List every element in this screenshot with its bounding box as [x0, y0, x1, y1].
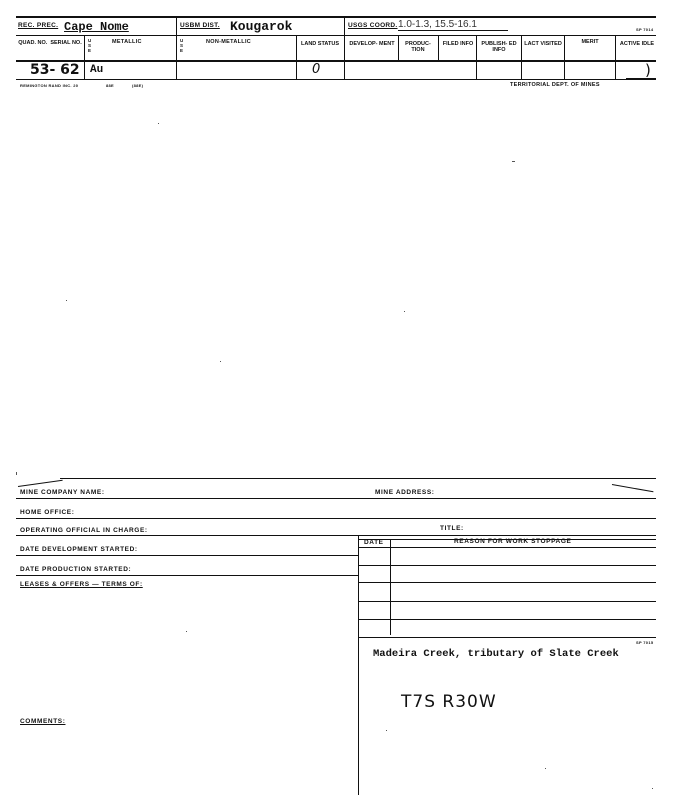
line-reason-head — [358, 547, 656, 548]
row-quad-serial: 53- 62 — [30, 62, 80, 78]
col-quad-serial — [18, 40, 82, 46]
mine-address-label: MINE ADDRESS: — [375, 489, 435, 496]
mine-company-name-label: MINE COMPANY NAME: — [20, 489, 105, 496]
township-range: T7S R30W — [401, 692, 497, 712]
date-production-label: DATE PRODUCTION STARTED: — [20, 566, 132, 573]
date-development-label: DATE DEVELOPMENT STARTED: — [20, 546, 138, 553]
col-div-6 — [521, 36, 522, 79]
stoppage-row-1 — [358, 565, 656, 566]
scan-speck — [186, 631, 187, 632]
comments-label: COMMENTS: — [20, 718, 66, 725]
line-3 — [16, 535, 656, 536]
col-active-idle: ACTIVE IDLE — [619, 41, 655, 47]
scan-speck — [512, 161, 515, 162]
title-label: TITLE: — [440, 525, 464, 532]
scan-speck — [404, 311, 405, 312]
col-development: DEVELOP- MENT — [349, 41, 395, 47]
line-1 — [16, 498, 656, 499]
col-last-visited: LACT VISITED — [524, 41, 562, 47]
scan-speck — [16, 472, 17, 475]
scan-speck — [386, 730, 387, 731]
printer-note: REMINGTON RAND INC. 20 — [20, 83, 79, 88]
center-divider — [358, 535, 359, 795]
stoppage-row-2 — [358, 582, 656, 583]
rec-prec-label: REC. PREC. — [18, 22, 59, 29]
divider-usbm — [176, 18, 177, 79]
scan-speck — [220, 361, 221, 362]
col-div-1 — [84, 36, 85, 79]
usgs-coord-label: USGS COORD. — [348, 22, 398, 29]
curl-stroke-right — [612, 484, 654, 492]
row-metallic: Au — [90, 64, 104, 76]
header-divider — [16, 35, 656, 36]
col-use-metallic: U S E — [88, 38, 92, 53]
usbm-dist-value: Kougarok — [230, 19, 293, 34]
printer-code-2: (88E) — [132, 83, 144, 88]
col-published-info: PUBLISH- ED INFO — [481, 41, 517, 53]
row-active-idle-mark: ) — [645, 61, 651, 79]
col-div-4 — [438, 36, 439, 60]
scan-speck — [545, 768, 546, 769]
col-merit: MERIT — [581, 39, 599, 45]
usgs-coord-value: 1.0-1.3, 15.5-16.1 — [398, 19, 477, 30]
col-metallic: METALLIC — [112, 39, 142, 45]
line-4 — [16, 555, 358, 556]
col-div-3 — [398, 36, 399, 60]
stoppage-row-3 — [358, 601, 656, 602]
row-bottom-border — [16, 79, 656, 80]
col-serial-no: SERIAL NO. — [50, 40, 82, 46]
rec-prec-value: Cape Nome — [64, 20, 129, 34]
stoppage-row-4 — [358, 619, 656, 620]
date-label: DATE — [364, 539, 384, 546]
leases-offers-label: LEASES & OFFERS — TERMS OF: — [20, 581, 143, 588]
active-idle-stroke — [626, 78, 656, 79]
operating-official-label: OPERATING OFFICIAL IN CHARGE: — [20, 527, 148, 534]
location-note: Madeira Creek, tributary of Slate Creek — [373, 648, 619, 660]
form-number-top: SP 7014 — [636, 27, 654, 32]
printer-code-1: 88E — [106, 83, 115, 88]
col-div-8 — [615, 36, 616, 79]
col-div-2 — [296, 36, 297, 79]
col-quad-no: QUAD. NO. — [18, 40, 48, 46]
scan-speck — [652, 788, 653, 789]
home-office-label: HOME OFFICE: — [20, 509, 75, 516]
row-land-status: 0 — [312, 62, 321, 77]
column-header-divider — [16, 60, 656, 62]
usgs-coord-underline — [398, 30, 508, 31]
line-2 — [16, 518, 656, 519]
usbm-dist-label: USBM DIST. — [180, 22, 220, 29]
col-land-status: LAND STATUS — [301, 41, 339, 47]
scan-speck — [66, 300, 67, 301]
col-div-5 — [476, 36, 477, 79]
divider-usgs — [344, 18, 345, 79]
stoppage-row-5 — [358, 637, 656, 638]
reason-label: REASON FOR WORK STOPPAGE — [454, 538, 572, 545]
lower-top-line — [60, 478, 656, 479]
top-border — [16, 16, 656, 18]
col-production: PRODUC- TION — [405, 41, 431, 53]
line-5 — [16, 575, 358, 576]
form-number-bottom: SP 7015 — [636, 640, 654, 645]
scan-speck — [158, 123, 159, 124]
date-col-divider — [390, 539, 391, 635]
col-use-non-metallic: U S E — [180, 38, 184, 53]
col-filed-info: FILED INFO — [442, 41, 474, 47]
col-div-7 — [564, 36, 565, 79]
department-label: TERRITORIAL DEPT. OF MINES — [510, 82, 600, 88]
col-non-metallic: NON-METALLIC — [206, 39, 252, 45]
curl-stroke-left — [18, 480, 63, 487]
